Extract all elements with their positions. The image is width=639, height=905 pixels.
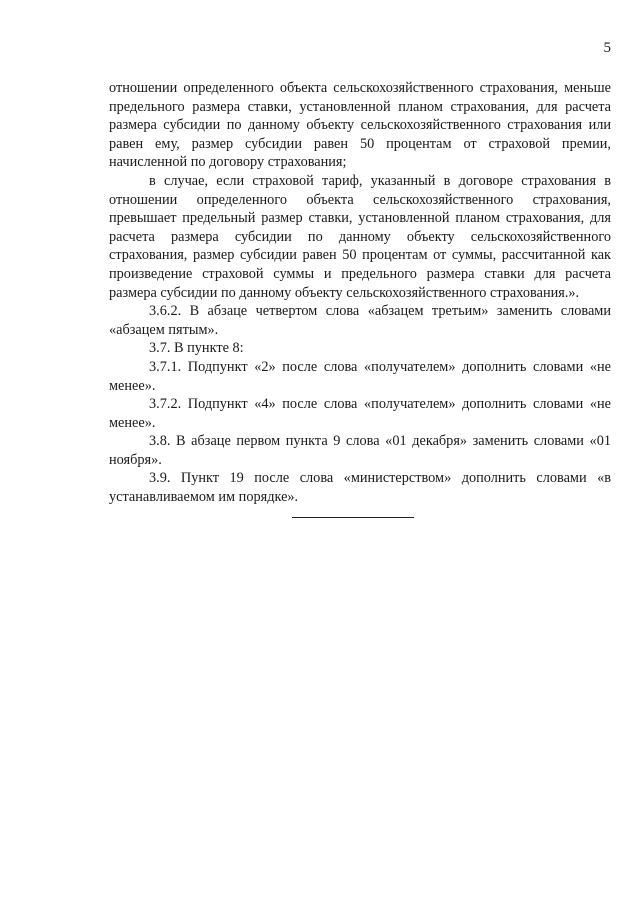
paragraph-continuation: отношении определенного объекта сельскохозяйственного страхования, меньше предельного размера ставки, установленной планом страхования, для расчета размера субсидии по данному объекту сельскохозяйственного страхования или равен ему, размер субсидии равен 50 процентам от страховой премии, начисленной по договору страхования; <box>109 80 611 171</box>
paragraph-item-3-9: 3.9. Пункт 19 после слова «министерством» дополнить словами «в устанавливаемом им порядке». <box>109 470 611 506</box>
document-body <box>109 79 611 507</box>
paragraph-item-3-8: 3.8. В абзаце первом пункта 9 слова «01 декабря» заменить словами «01 ноября». <box>109 433 611 468</box>
paragraph-item-3-7: 3.7. В пункте 8: <box>149 340 244 357</box>
paragraph-case-exceeds: в случае, если страховой тариф, указанный в договоре страхования в отношении определенного объекта сельскохозяйственного страхования, превышает предельный размер ставки, установленной планом страхования, для расчета размера субсидии по данному объекту сельскохозяйственного страхования, размер субсидии равен 50 процентам от суммы, рассчитанной как произведение страховой суммы и предельного размера ставки для расчета размера субсидии по данному объекту сельскохозяйственного страхования.». <box>109 172 611 301</box>
paragraph-item-3-7-2: 3.7.2. Подпункт «4» после слова «получателем» дополнить словами «не менее». <box>109 396 611 431</box>
page-number: 5 <box>603 40 611 56</box>
paragraph-item-3-7-1: 3.7.1. Подпункт «2» после слова «получателем» дополнить словами «не менее». <box>109 358 611 394</box>
document-end-line <box>292 517 414 518</box>
paragraph-item-3-6-2: 3.6.2. В абзаце четвертом слова «абзацем третьим» заменить словами «абзацем пятым». <box>109 303 611 338</box>
